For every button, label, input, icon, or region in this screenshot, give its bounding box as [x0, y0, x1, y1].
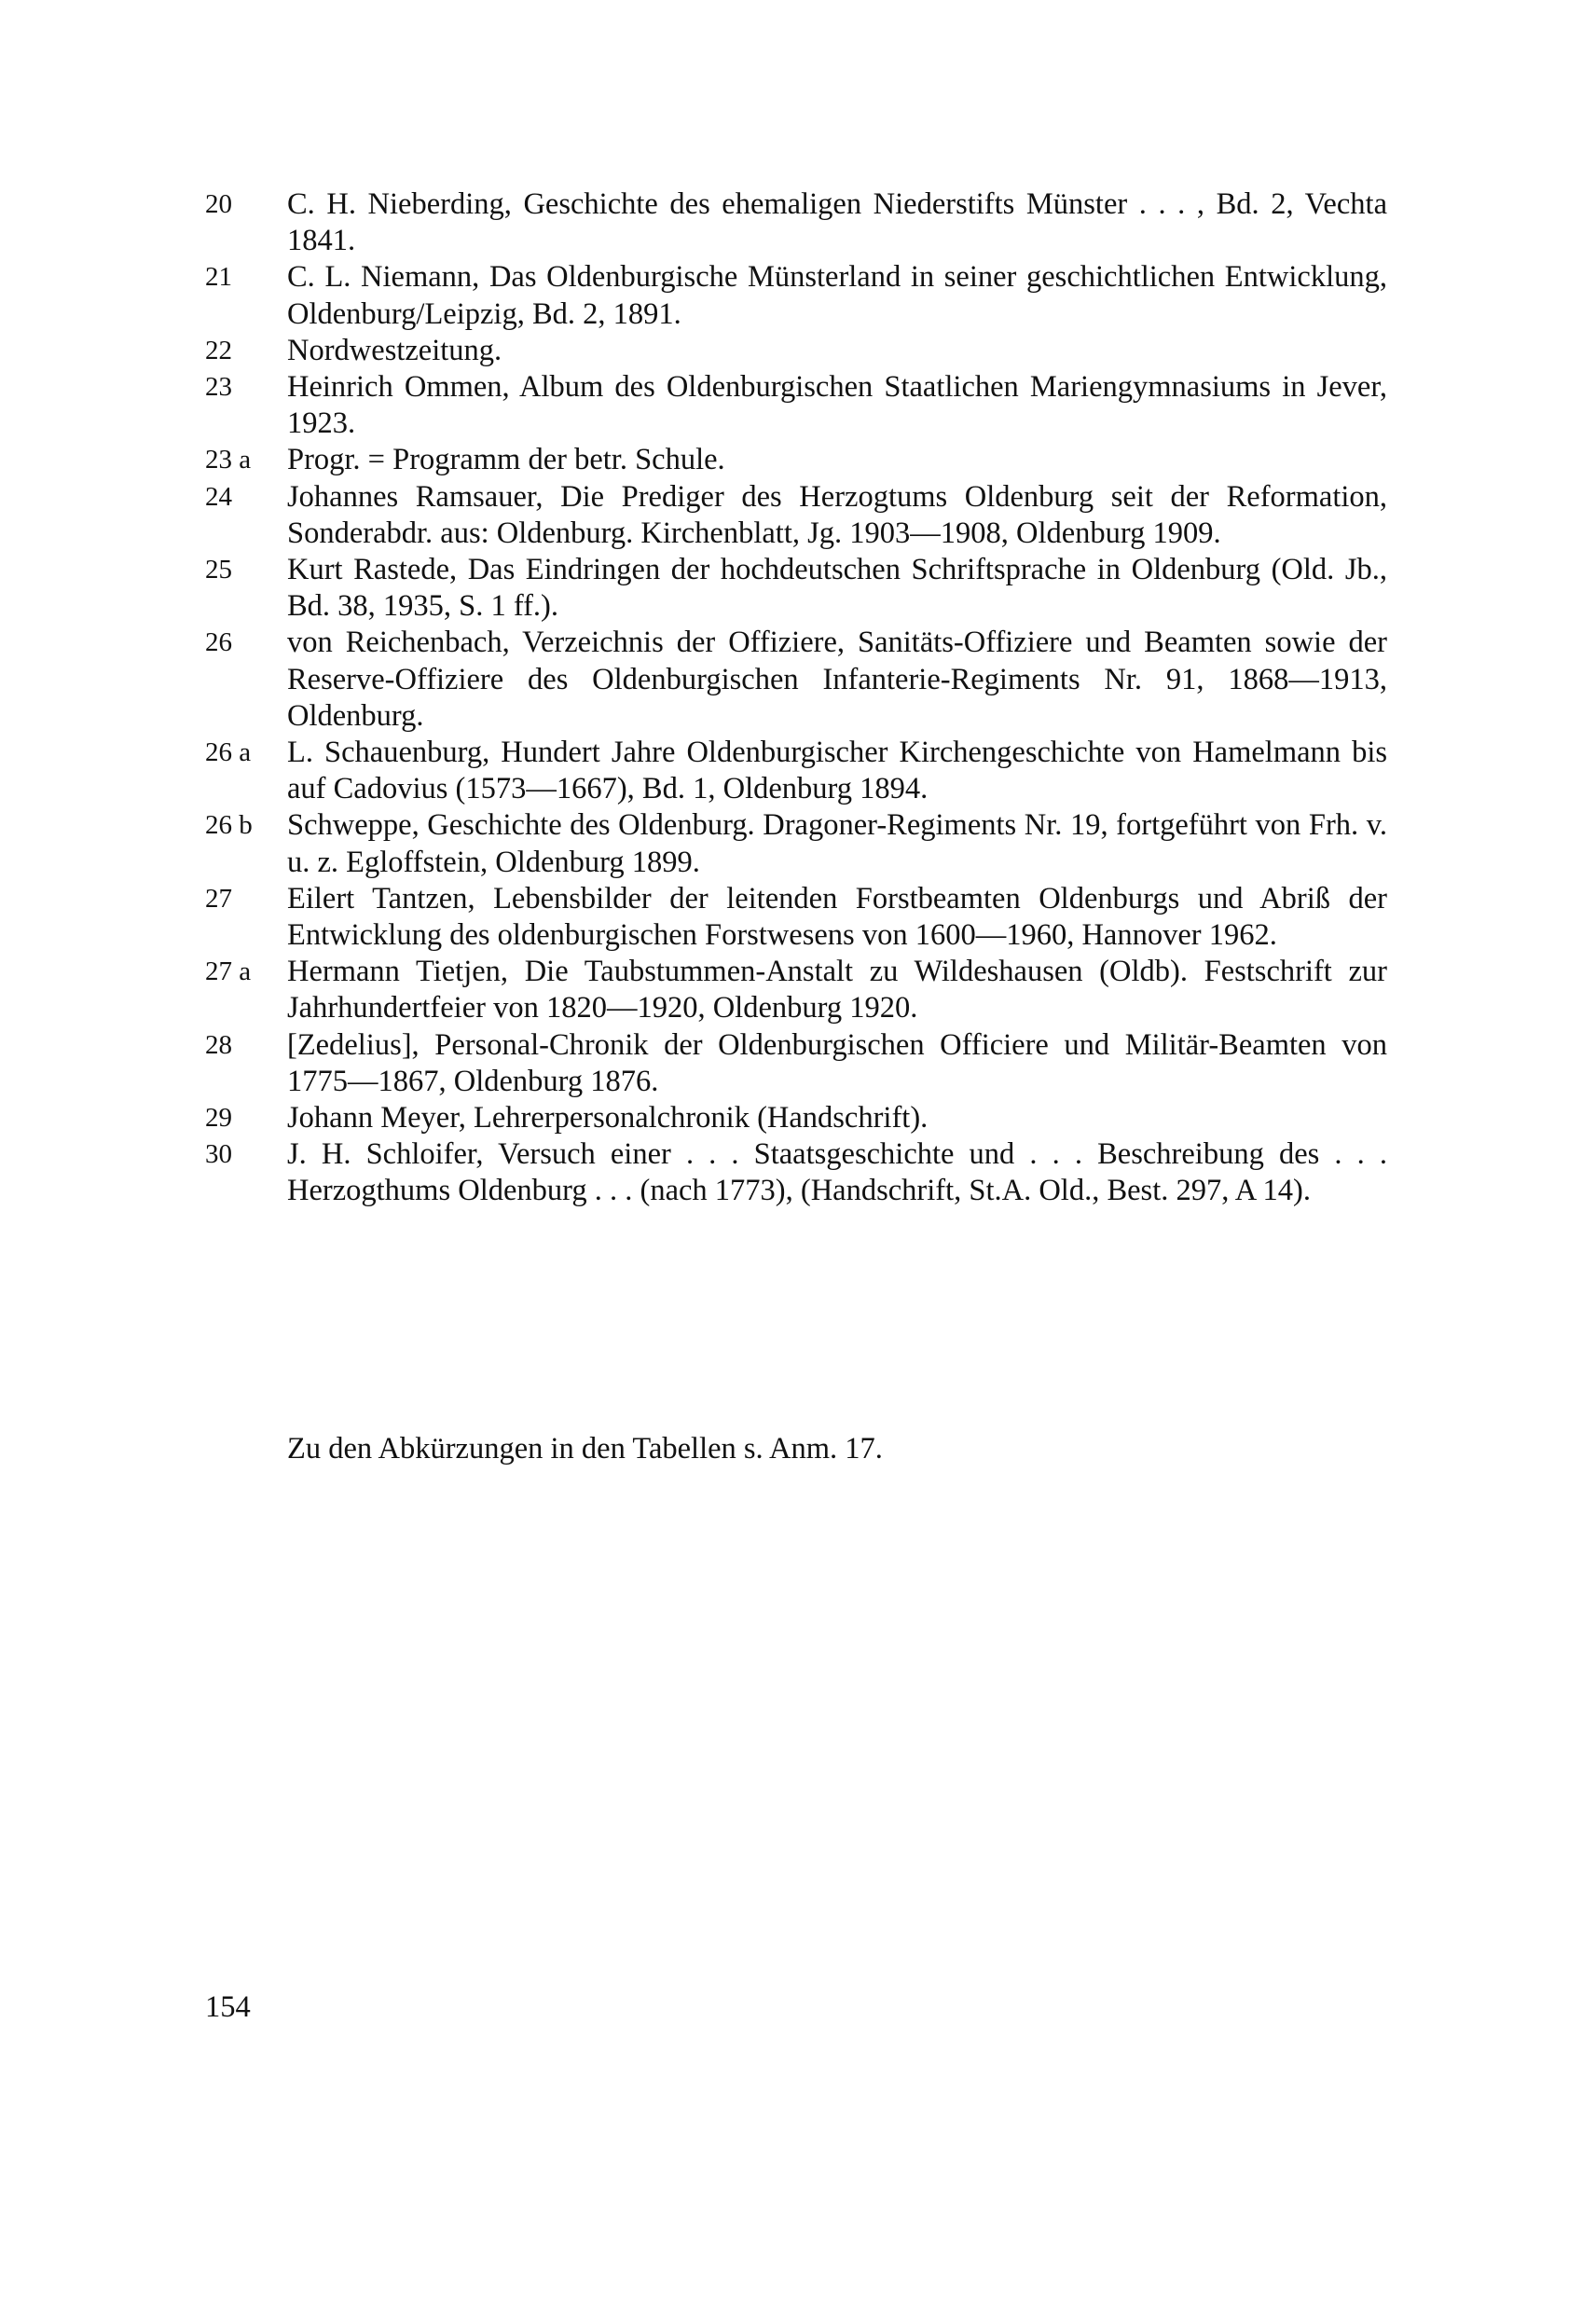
- reference-text: Progr. = Programm der betr. Schule.: [287, 443, 725, 477]
- reference-number: 27 a: [205, 956, 252, 987]
- abbreviation-note: Zu den Abkürzungen in den Tabellen s. Anm. 17.: [287, 1431, 883, 1466]
- reference-number: 23: [205, 372, 232, 403]
- reference-entry: [205, 954, 1387, 1026]
- reference-entry: [205, 735, 1387, 807]
- reference-entry: [205, 442, 1387, 478]
- reference-text: C. L. Niemann, Das Oldenburgische Münsterland in seiner geschichtlichen Entwicklung, Oldenburg/Leipzig, Bd. 2, 1891.: [287, 260, 1387, 331]
- reference-number: 27: [205, 883, 232, 914]
- reference-number: 23 a: [205, 445, 252, 475]
- reference-list: [205, 186, 1387, 1210]
- reference-text: Johann Meyer, Lehrerpersonalchronik (Handschrift).: [287, 1101, 929, 1135]
- reference-entry: [205, 625, 1387, 735]
- reference-number: 20: [205, 189, 232, 219]
- reference-text: Hermann Tietjen, Die Taubstummen-Anstalt zu Wildeshausen (Oldb). Festschrift zur Jahrhundertfeier von 1820—1920, Oldenburg 1920.: [287, 955, 1387, 1025]
- reference-text: Johannes Ramsauer, Die Prediger des Herzogtums Oldenburg seit der Reformation, Sonderabdr. aus: Oldenburg. Kirchenblatt, Jg. 1903—1908, Oldenburg 1909.: [287, 479, 1387, 550]
- reference-number: 25: [205, 555, 232, 585]
- reference-number: 28: [205, 1029, 232, 1060]
- reference-number: 24: [205, 481, 232, 512]
- reference-text: Eilert Tantzen, Lebensbilder der leitenden Forstbeamten Oldenburgs und Abriß der Entwicklung des oldenburgischen Forstwesens von 1600—1960, Hannover 1962.: [287, 881, 1387, 953]
- reference-number: 26 a: [205, 737, 252, 768]
- reference-number: 29: [205, 1103, 232, 1134]
- reference-entry: [205, 1100, 1387, 1136]
- reference-text: [Zedelius], Personal-Chronik der Oldenburgischen Officiere und Militär-Beamten von 1775—1867, Oldenburg 1876.: [287, 1027, 1387, 1098]
- reference-entry: [205, 369, 1387, 442]
- reference-entry: [205, 186, 1387, 259]
- reference-number: 22: [205, 335, 232, 365]
- reference-number: 26: [205, 627, 232, 658]
- reference-entry: [205, 479, 1387, 552]
- reference-text: Heinrich Ommen, Album des Oldenburgischen Staatlichen Mariengymnasiums in Jever, 1923.: [287, 370, 1387, 441]
- page-number: 154: [205, 1990, 251, 2024]
- reference-entry: [205, 881, 1387, 954]
- reference-number: 26 b: [205, 810, 253, 841]
- reference-entry: [205, 1136, 1387, 1209]
- reference-text: von Reichenbach, Verzeichnis der Offiziere, Sanitäts-Offiziere und Beamten sowie der Reserve-Offiziere des Oldenburgischen Infanterie-Regiments Nr. 91, 1868—1913, Oldenburg.: [287, 626, 1387, 733]
- reference-number: 21: [205, 262, 232, 293]
- reference-text: J. H. Schloifer, Versuch einer . . . Staatsgeschichte und . . . Beschreibung des . . . Herzogthums Oldenburg . . . (nach 1773), (Handschrift, St.A. Old., Best. 297, A 14).: [287, 1137, 1387, 1208]
- reference-entry: [205, 807, 1387, 880]
- reference-text: Kurt Rastede, Das Eindringen der hochdeutschen Schriftsprache in Oldenburg (Old. Jb., Bd. 38, 1935, S. 1 ff.).: [287, 553, 1387, 624]
- reference-text: L. Schauenburg, Hundert Jahre Oldenburgischer Kirchengeschichte von Hamelmann bis auf Cadovius (1573—1667), Bd. 1, Oldenburg 1894.: [287, 736, 1387, 806]
- reference-text: Schweppe, Geschichte des Oldenburg. Dragoner-Regiments Nr. 19, fortgeführt von Frh. v. u. z. Egloffstein, Oldenburg 1899.: [287, 808, 1387, 879]
- reference-entry: [205, 333, 1387, 369]
- reference-entry: [205, 552, 1387, 625]
- reference-entry: [205, 259, 1387, 332]
- reference-number: 30: [205, 1139, 232, 1170]
- reference-text: C. H. Nieberding, Geschichte des ehemaligen Niederstifts Münster . . . , Bd. 2, Vechta 1841.: [287, 187, 1387, 258]
- reference-text: Nordwestzeitung.: [287, 333, 502, 367]
- reference-entry: [205, 1027, 1387, 1100]
